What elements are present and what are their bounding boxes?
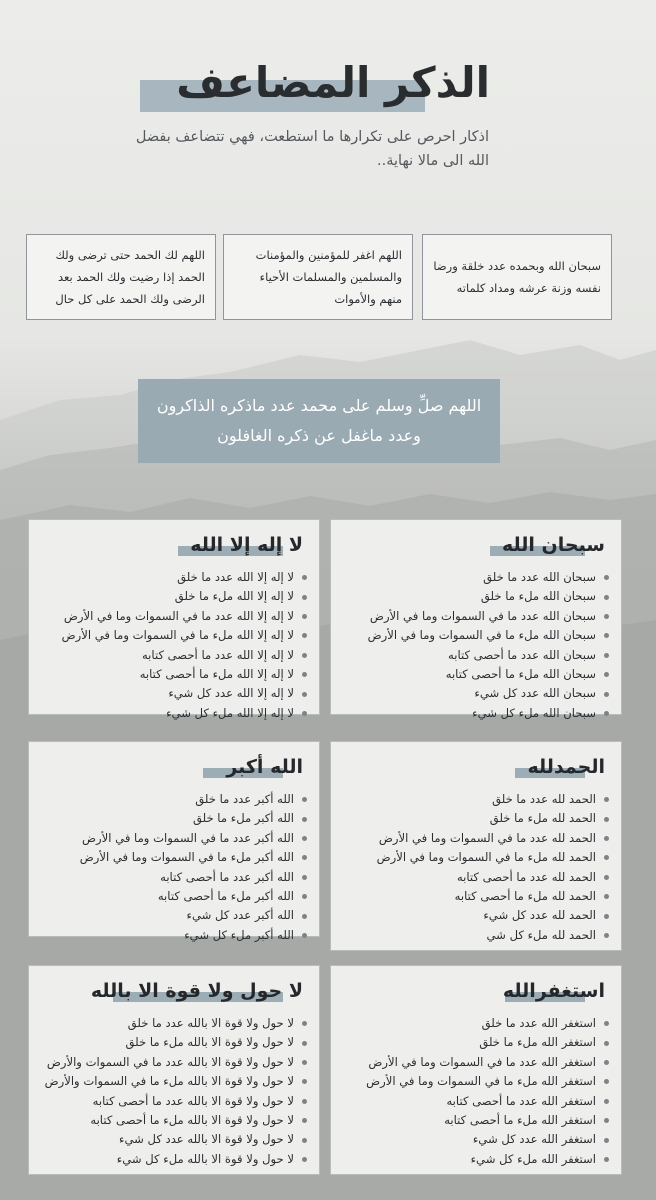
- dhikr-card-astaghfirullah: [330, 965, 622, 1175]
- list-item: [45, 1130, 307, 1149]
- list-item: [377, 926, 609, 945]
- list-item: [377, 887, 609, 906]
- bullet-icon: [302, 575, 307, 580]
- list-item-text: لا حول ولا قوة الا بالله ملء ما خلق: [125, 1035, 294, 1050]
- list-item: [377, 868, 609, 887]
- bullet-icon: [604, 633, 609, 638]
- bullet-icon: [604, 797, 609, 802]
- bullet-icon: [302, 1138, 307, 1143]
- dhikr-card-subhanallah: [330, 519, 622, 720]
- list-item: [62, 626, 307, 645]
- bullet-icon: [604, 933, 609, 938]
- list-item: [368, 587, 609, 606]
- card-title: لا إله إلا الله: [190, 534, 303, 556]
- list-item: [366, 1053, 609, 1072]
- list-item: [62, 684, 307, 703]
- list-item-text: لا إله إلا الله عدد ما في السموات وما في الأرض: [63, 608, 294, 623]
- list-item: [80, 848, 307, 867]
- list-item-text: الحمد لله عدد ما أحصى كتابه: [456, 869, 596, 884]
- bullet-icon: [604, 1021, 609, 1026]
- list-item: [377, 848, 609, 867]
- list-item: [45, 1072, 307, 1091]
- list-item-text: لا حول ولا قوة الا بالله ملء ما في السموات والأرض: [44, 1074, 294, 1089]
- list-item: [366, 1092, 609, 1111]
- list-item: [80, 906, 307, 925]
- bullet-icon: [302, 692, 307, 697]
- list-item: [80, 887, 307, 906]
- bullet-icon: [604, 692, 609, 697]
- bullet-icon: [604, 653, 609, 658]
- bullet-icon: [604, 1157, 609, 1162]
- bullet-icon: [604, 836, 609, 841]
- bullet-icon: [302, 653, 307, 658]
- bullet-icon: [302, 1157, 307, 1162]
- bullet-icon: [604, 1099, 609, 1104]
- list-item-text: الله أكبر عدد كل شيء: [186, 908, 294, 923]
- list-item-text: سبحان الله ملء ما في السموات وما في الأرض: [367, 628, 596, 643]
- list-item: [62, 568, 307, 587]
- bullet-icon: [604, 894, 609, 899]
- list-item-text: لا حول ولا قوة الا بالله عدد ما خلق: [127, 1016, 294, 1030]
- bullet-icon: [604, 614, 609, 619]
- list-item: [366, 1033, 609, 1052]
- card-title: استغفرالله: [502, 980, 605, 1002]
- title-block: [140, 60, 490, 120]
- bullet-icon: [604, 817, 609, 822]
- list-item-text: سبحان الله عدد ما خلق: [483, 570, 596, 584]
- dhikr-card-alhamdulillah: [330, 741, 622, 951]
- bullet-icon: [604, 672, 609, 677]
- list-item-text: الله أكبر ملء ما في السموات وما في الأرض: [79, 850, 294, 865]
- bullet-icon: [302, 894, 307, 899]
- card-heading: [190, 532, 303, 558]
- list-item: [368, 665, 609, 684]
- list-item-text: استغفر الله ملء ما أحصى كتابه: [444, 1113, 596, 1128]
- salawat-banner: [138, 379, 500, 463]
- dua-card: [223, 234, 413, 320]
- list-item-text: الحمد لله ملء ما أحصى كتابه: [454, 889, 596, 904]
- list-item-text: لا إله إلا الله عدد ما خلق: [177, 570, 294, 584]
- card-heading: [502, 532, 605, 558]
- dua-card: [26, 234, 216, 320]
- list-item-text: لا إله إلا الله عدد كل شيء: [168, 686, 294, 701]
- bullet-icon: [604, 1138, 609, 1143]
- card-heading: [91, 978, 303, 1004]
- dhikr-list: [366, 1014, 609, 1169]
- list-item-text: الحمد لله عدد كل شيء: [483, 908, 596, 923]
- bullet-icon: [302, 1079, 307, 1084]
- list-item: [45, 1014, 307, 1033]
- list-item-text: الله أكبر ملء كل شيء: [184, 927, 294, 942]
- list-item: [62, 665, 307, 684]
- card-title: لا حول ولا قوة الا بالله: [90, 980, 303, 1002]
- list-item: [377, 809, 609, 828]
- list-item-text: الله أكبر عدد ما في السموات وما في الأرض: [82, 830, 294, 845]
- bullet-icon: [604, 595, 609, 600]
- card-title: الحمدلله: [527, 756, 605, 778]
- list-item-text: لا حول ولا قوة الا بالله ملء كل شيء: [116, 1151, 294, 1166]
- card-heading: [503, 978, 605, 1004]
- list-item-text: الحمد لله عدد ما في السموات وما في الأرض: [378, 830, 596, 845]
- bullet-icon: [302, 672, 307, 677]
- list-item: [62, 607, 307, 626]
- list-item-text: الحمد لله ملء ما خلق: [489, 811, 596, 826]
- bullet-icon: [604, 711, 609, 716]
- bullet-icon: [302, 1060, 307, 1065]
- list-item: [368, 626, 609, 645]
- list-item-text: استغفر الله عدد ما في السموات وما في الأرض: [368, 1054, 596, 1069]
- list-item-text: لا إله إلا الله ملء ما خلق: [174, 589, 294, 604]
- list-item: [80, 829, 307, 848]
- list-item-text: استغفر الله ملء كل شيء: [470, 1151, 596, 1166]
- dhikr-list: [62, 568, 307, 723]
- bullet-icon: [302, 1099, 307, 1104]
- list-item-text: لا إله إلا الله ملء ما في السموات وما في الأرض: [61, 628, 294, 643]
- dua-text: اللهم اغفر للمؤمنين والمؤمنات والمسلمين والمسلمات الأحياء منهم والأموات: [255, 248, 402, 306]
- list-item: [368, 607, 609, 626]
- dhikr-list: [368, 568, 609, 723]
- list-item-text: الله أكبر ملء ما أحصى كتابه: [157, 889, 294, 904]
- bullet-icon: [302, 797, 307, 802]
- list-item-text: لا حول ولا قوة الا بالله عدد ما أحصى كتابه: [92, 1093, 294, 1108]
- card-heading: [528, 754, 605, 780]
- dhikr-card-la-ilaha-illallah: [28, 519, 320, 720]
- list-item: [80, 790, 307, 809]
- list-item-text: استغفر الله عدد ما خلق: [481, 1016, 596, 1030]
- page-title: الذكر المضاعف: [176, 58, 490, 107]
- list-item-text: استغفر الله ملء ما خلق: [479, 1035, 596, 1050]
- bullet-icon: [302, 1041, 307, 1046]
- list-item-text: لا حول ولا قوة الا بالله عدد كل شيء: [119, 1132, 294, 1147]
- list-item: [80, 868, 307, 887]
- list-item-text: سبحان الله ملء كل شيء: [472, 705, 596, 720]
- list-item-text: سبحان الله ملء ما خلق: [480, 589, 596, 604]
- list-item-text: الله أكبر عدد ما أحصى كتابه: [160, 869, 294, 884]
- bullet-icon: [302, 933, 307, 938]
- bullet-icon: [604, 1079, 609, 1084]
- list-item-text: لا حول ولا قوة الا بالله ملء ما أحصى كتابه: [90, 1113, 294, 1128]
- dua-text: سبحان الله وبحمده عدد خلقة ورضا نفسه وزنة عرشه ومداد كلماته: [433, 259, 601, 295]
- list-item: [368, 704, 609, 723]
- list-item-text: استغفر الله عدد ما أحصى كتابه: [446, 1093, 596, 1108]
- list-item: [366, 1111, 609, 1130]
- list-item: [368, 568, 609, 587]
- dhikr-card-la-hawla: [28, 965, 320, 1175]
- list-item: [62, 646, 307, 665]
- bullet-icon: [302, 875, 307, 880]
- bullet-icon: [302, 836, 307, 841]
- bullet-icon: [302, 633, 307, 638]
- list-item: [45, 1150, 307, 1169]
- list-item-text: سبحان الله عدد ما في السموات وما في الأرض: [369, 608, 596, 623]
- bullet-icon: [604, 575, 609, 580]
- dhikr-list: [377, 790, 609, 945]
- bullet-icon: [302, 1118, 307, 1123]
- list-item-text: لا إله إلا الله عدد ما أحصى كتابه: [141, 647, 294, 662]
- bullet-icon: [302, 855, 307, 860]
- list-item: [366, 1014, 609, 1033]
- list-item: [377, 829, 609, 848]
- list-item-text: الحمد لله عدد ما خلق: [492, 792, 596, 806]
- list-item: [368, 684, 609, 703]
- list-item: [366, 1150, 609, 1169]
- dua-card: [422, 234, 612, 320]
- list-item: [45, 1092, 307, 1111]
- bullet-icon: [604, 1118, 609, 1123]
- list-item-text: استغفر الله ملء ما في السموات وما في الأرض: [366, 1074, 596, 1089]
- list-item: [45, 1033, 307, 1052]
- list-item: [62, 587, 307, 606]
- bullet-icon: [604, 914, 609, 919]
- list-item: [366, 1072, 609, 1091]
- page-subtitle: اذكار احرص على تكرارها ما استطعت، فهي تتضاعف بفضل الله الى مالا نهاية..: [135, 129, 489, 169]
- list-item: [45, 1111, 307, 1130]
- bullet-icon: [302, 595, 307, 600]
- bullet-icon: [302, 817, 307, 822]
- bullet-icon: [302, 914, 307, 919]
- bullet-icon: [604, 855, 609, 860]
- bullet-icon: [604, 1041, 609, 1046]
- dhikr-list: [80, 790, 307, 945]
- list-item-text: لا إله إلا الله ملء ما أحصى كتابه: [139, 667, 294, 682]
- list-item: [45, 1053, 307, 1072]
- list-item: [377, 906, 609, 925]
- list-item: [80, 809, 307, 828]
- bullet-icon: [604, 1060, 609, 1065]
- list-item-text: الحمد لله ملء ما في السموات وما في الأرض: [376, 850, 596, 865]
- list-item-text: الله أكبر ملء ما خلق: [192, 811, 294, 826]
- dhikr-card-allahu-akbar: [28, 741, 320, 942]
- bullet-icon: [604, 875, 609, 880]
- bullet-icon: [302, 1021, 307, 1026]
- list-item-text: لا إله إلا الله ملء كل شيء: [166, 705, 294, 720]
- list-item-text: سبحان الله عدد ما أحصى كتابه: [448, 647, 596, 662]
- bullet-icon: [302, 711, 307, 716]
- bullet-icon: [302, 614, 307, 619]
- list-item: [366, 1130, 609, 1149]
- list-item-text: استغفر الله عدد كل شيء: [472, 1132, 596, 1147]
- list-item: [80, 926, 307, 945]
- list-item: [62, 704, 307, 723]
- dua-text: اللهم لك الحمد حتى ترضى ولك الحمد إذا رضيت ولك الحمد بعد الرضى ولك الحمد على كل حال: [55, 248, 205, 306]
- card-heading: [226, 754, 303, 780]
- list-item: [368, 646, 609, 665]
- card-title: الله أكبر: [226, 756, 303, 778]
- list-item-text: لا حول ولا قوة الا بالله عدد ما في السموات والأرض: [46, 1054, 294, 1069]
- salawat-text: اللهم صلِّ وسلم على محمد عدد ماذكره الذاكرون وعدد ماغفل عن ذكره الغافلون: [156, 396, 482, 445]
- dhikr-list: [45, 1014, 307, 1169]
- list-item: [377, 790, 609, 809]
- list-item-text: سبحان الله عدد كل شيء: [474, 686, 596, 701]
- list-item-text: الله أكبر عدد ما خلق: [195, 792, 294, 806]
- card-title: سبحان الله: [501, 534, 605, 556]
- list-item-text: الحمد لله ملء كل شي: [486, 927, 596, 942]
- list-item-text: سبحان الله ملء ما أحصى كتابه: [445, 667, 596, 682]
